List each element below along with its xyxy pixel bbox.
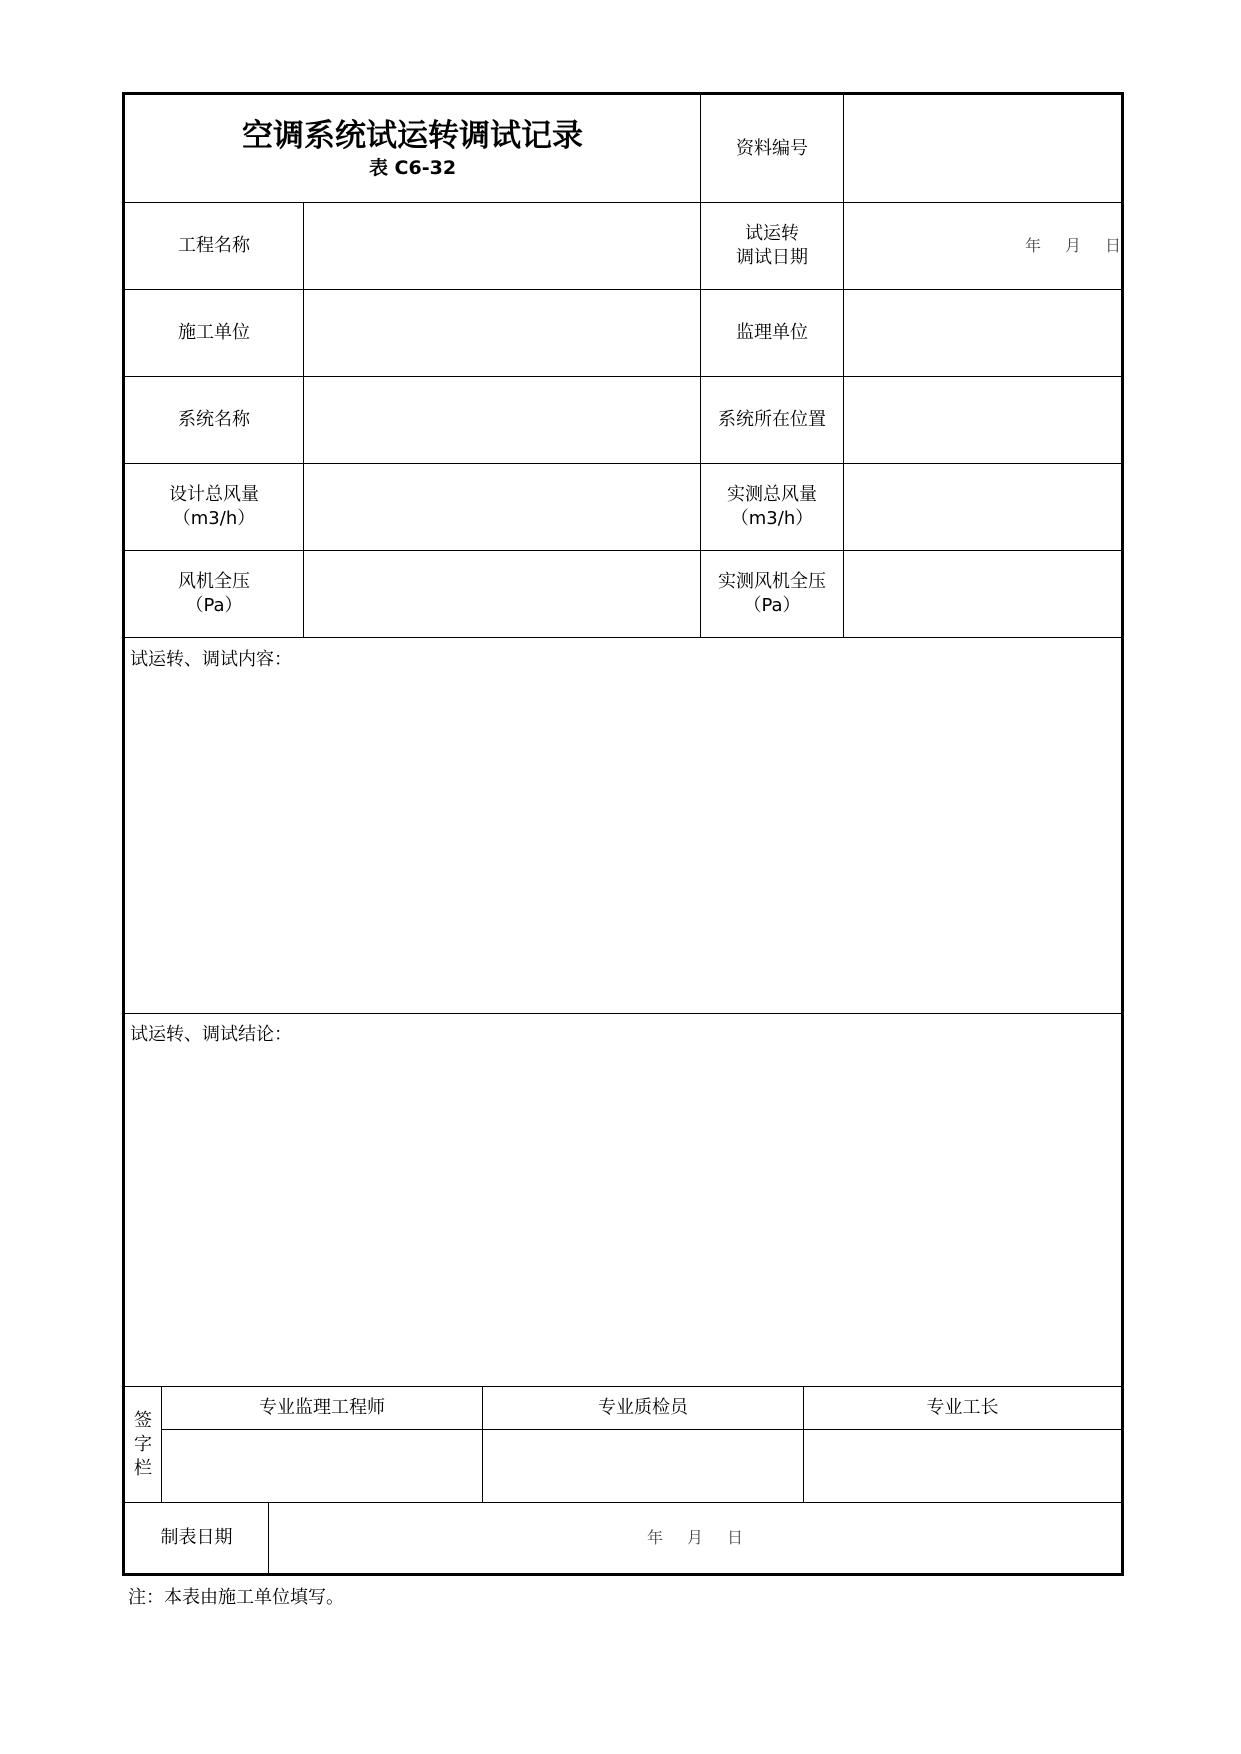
doc-no-field[interactable] [844,95,1121,202]
test-date-label-line2: 调试日期 [736,247,808,268]
test-date-field[interactable] [844,203,1121,289]
conclusion-area[interactable] [125,1014,1121,1386]
signature-col-supervisor: 专业监理工程师 [259,1397,385,1418]
test-date-label [701,203,843,289]
system-location-field[interactable] [844,377,1121,463]
design-airflow-unit: （m3/h） [172,508,256,529]
measured-airflow-label [701,464,843,550]
construction-unit-field[interactable] [304,290,700,376]
signature-char-2: 字 [134,1433,152,1455]
record-form [122,92,1124,1576]
fan-pressure-unit: （Pa） [185,595,243,616]
fan-pressure-label [125,551,303,637]
measured-airflow-field[interactable] [844,464,1121,550]
form-date-label: 制表日期 [160,1527,233,1548]
doc-no-label: 资料编号 [736,137,808,159]
fan-pressure-field[interactable] [304,551,700,637]
form-date-year: 年 [646,1528,663,1547]
form-date-day: 日 [727,1528,744,1547]
signature-char-3: 栏 [134,1457,152,1479]
title-block [125,95,700,202]
form-number: 表 C6-32 [368,156,457,179]
test-date-label-line1: 试运转 [745,223,799,244]
form-title: 空调系统试运转调试记录 [242,117,583,154]
supervision-unit-field[interactable] [844,290,1121,376]
test-date-month: 月 [1064,236,1081,255]
system-location-label: 系统所在位置 [718,409,826,430]
system-name-label: 系统名称 [178,409,250,430]
signature-field-supervisor[interactable] [162,1430,482,1502]
signature-field-foreman[interactable] [804,1430,1121,1502]
fan-pressure-label-text: 风机全压 [178,571,250,592]
footer-note: 注：本表由施工单位填写。 [128,1587,344,1608]
conclusion-label: 试运转、调试结论： [130,1024,292,1045]
signature-char-1: 签 [134,1409,152,1431]
signature-block-label [125,1387,161,1502]
measured-fan-pressure-label-text: 实测风机全压 [718,571,826,592]
content-area[interactable] [125,638,1121,1013]
supervision-unit-label: 监理单位 [736,322,808,343]
design-airflow-label [125,464,303,550]
construction-unit-label: 施工单位 [178,322,250,343]
design-airflow-label-text: 设计总风量 [169,484,259,505]
design-airflow-field[interactable] [304,464,700,550]
signature-col-foreman: 专业工长 [926,1397,999,1418]
form-date-field[interactable] [269,1503,1121,1573]
measured-airflow-label-text: 实测总风量 [727,484,817,505]
measured-airflow-unit: （m3/h） [730,508,814,529]
measured-fan-pressure-label [701,551,843,637]
project-name-label: 工程名称 [178,235,250,256]
content-label: 试运转、调试内容： [130,649,292,670]
form-date-month: 月 [686,1528,703,1547]
measured-fan-pressure-unit: （Pa） [743,595,801,616]
test-date-year: 年 [1024,236,1041,255]
signature-col-inspector: 专业质检员 [598,1397,688,1418]
project-name-field[interactable] [304,203,700,289]
system-name-field[interactable] [304,377,700,463]
test-date-day: 日 [1104,236,1121,255]
measured-fan-pressure-field[interactable] [844,551,1121,637]
signature-field-inspector[interactable] [483,1430,803,1502]
